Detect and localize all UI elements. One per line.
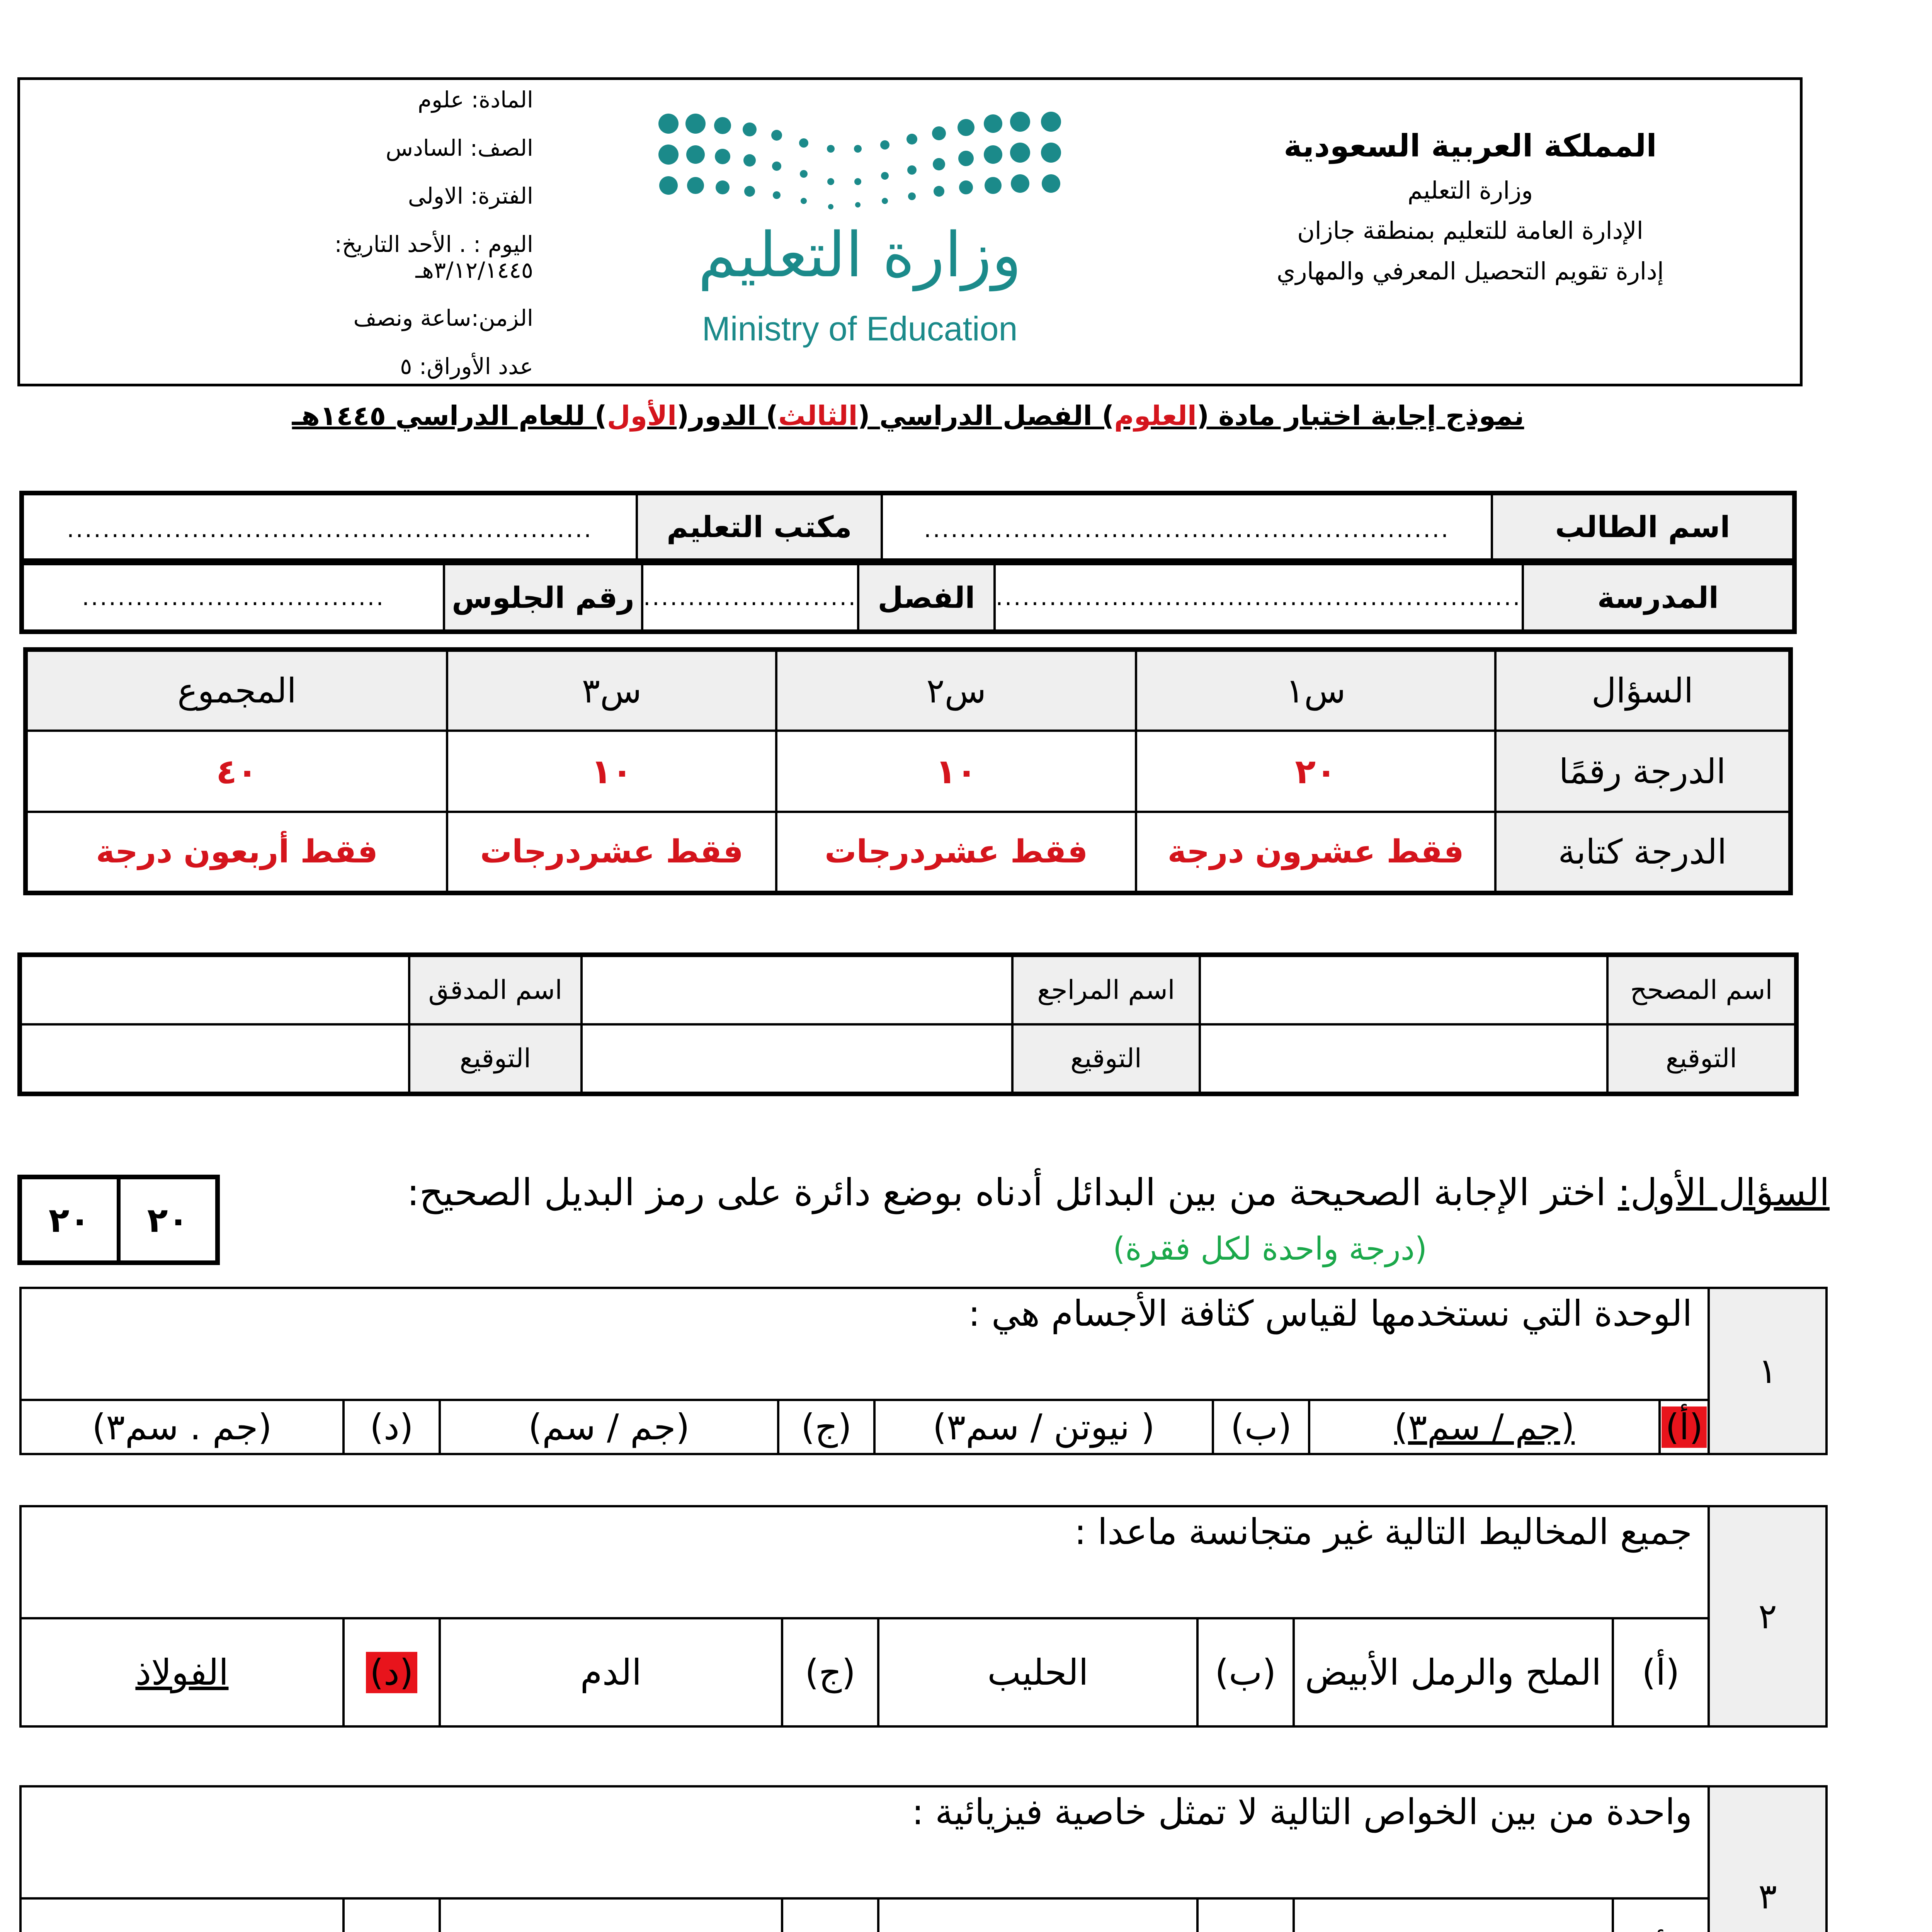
markers-table — [17, 952, 1799, 1096]
item-1-letter-a: (أ) — [1662, 1406, 1707, 1448]
item-3-option-b-letter[interactable] — [1197, 1898, 1294, 1932]
checker-signature-field[interactable] — [20, 1024, 409, 1094]
item-3-stem: واحدة من بين الخواص التالية لا تمثل خاصية فيزيائية : — [20, 1786, 1709, 1898]
seat-field[interactable] — [22, 564, 444, 632]
school-field[interactable] — [995, 564, 1523, 632]
corrector-field[interactable] — [1200, 955, 1607, 1024]
item-2-option-c-text: الدم — [580, 1651, 642, 1693]
period-line: الفترة: الاولى — [408, 183, 533, 209]
item-1-letter-d: (د) — [369, 1406, 413, 1448]
title-text-3: ) الدور( — [677, 400, 778, 432]
office-dots: ........................................................... — [66, 516, 593, 543]
reviewer-signature-field[interactable] — [582, 1024, 1012, 1094]
item-2-option-c[interactable] — [440, 1618, 782, 1726]
item-1-option-c-text: (جم / سم) — [528, 1406, 690, 1448]
item-1-option-d-text: (جم . سم٣) — [92, 1406, 272, 1448]
question1-score-earned: ٢٠ — [20, 1177, 119, 1263]
exam-title — [270, 400, 1546, 432]
checker-label: اسم المدقق — [409, 955, 582, 1024]
item-1-option-a-text: (جم / سم٣) — [1394, 1406, 1575, 1448]
item-2-option-b-letter[interactable] — [1197, 1618, 1294, 1726]
item-2-option-d-text: الفولاذ — [135, 1651, 229, 1693]
row-label-words: الدرجة كتابة — [1495, 812, 1791, 893]
item-3-option-c-letter[interactable] — [782, 1898, 878, 1932]
item-1-option-b-text: ( نيوتن / سم٣) — [932, 1406, 1155, 1448]
header-left-block — [294, 87, 533, 379]
grades-table — [23, 647, 1793, 895]
item-2-option-b[interactable] — [878, 1618, 1197, 1726]
question1-score-box — [17, 1175, 220, 1265]
item-2-option-a[interactable] — [1294, 1618, 1613, 1726]
grade-words-total: فقط أربعون درجة — [26, 812, 447, 893]
question1-score-max: ٢٠ — [119, 1177, 218, 1263]
header-right-block — [1258, 128, 1683, 286]
item-1-option-a-letter[interactable] — [1660, 1400, 1709, 1454]
item-3-number: ٣ — [1709, 1786, 1827, 1932]
corrector-signature-field[interactable] — [1200, 1024, 1607, 1094]
title-text-1: نموذج إجابة اختبار مادة ( — [1196, 400, 1524, 432]
item-2-letter-a: (أ) — [1642, 1651, 1680, 1693]
seat-label: رقم الجلوس — [444, 564, 642, 632]
reviewer-label: اسم المراجع — [1012, 955, 1200, 1024]
checker-field[interactable] — [20, 955, 409, 1024]
school-label: المدرسة — [1523, 564, 1794, 632]
item-2-option-a-text: الملح والرمل الأبيض — [1305, 1651, 1602, 1693]
item-1-number: ١ — [1709, 1288, 1827, 1454]
item-1-stem: الوحدة التي نستخدمها لقياس كثافة الأجسام هي : — [20, 1288, 1709, 1400]
item-2-option-a-letter[interactable] — [1613, 1618, 1709, 1726]
item-2-option-b-text: الحليب — [987, 1651, 1088, 1693]
title-round: الأول — [607, 400, 677, 432]
student-info-table — [19, 491, 1797, 563]
item-2-stem: جميع المخاليط التالية غير متجانسة ماعدا : — [20, 1506, 1709, 1618]
item-3-option-a[interactable] — [1294, 1898, 1613, 1932]
question1-title — [407, 1171, 1830, 1214]
school-dots: ........................................................... — [995, 584, 1522, 611]
item-2-option-c-letter[interactable] — [782, 1618, 878, 1726]
header-total: المجموع — [26, 650, 447, 731]
time-line: الزمن:ساعة ونصف — [353, 305, 533, 332]
question1-note: (درجة واحدة لكل فقرة) — [1113, 1231, 1427, 1267]
item-3-option-d[interactable] — [20, 1898, 344, 1932]
corrector-signature-label: التوقيع — [1607, 1024, 1796, 1094]
item-1-option-c[interactable] — [440, 1400, 778, 1454]
grade-number-q2: ١٠ — [776, 731, 1136, 812]
ministry-logo-english: Ministry of Education — [702, 310, 1018, 348]
checker-signature-label: التوقيع — [409, 1024, 582, 1094]
grade-line: الصف: السادس — [386, 134, 533, 161]
title-semester: الثالث — [778, 400, 858, 432]
ministry-logo-arabic: وزارة التعليم — [698, 219, 1022, 291]
question-item-2 — [19, 1505, 1828, 1728]
department-name: إدارة تقويم التحصيل المعرفي والمهاري — [1277, 257, 1664, 285]
item-3-option-b[interactable] — [878, 1898, 1197, 1932]
grade-number-q3: ١٠ — [447, 731, 776, 812]
ministry-logo-dots — [653, 108, 1070, 213]
item-2-number: ٢ — [1709, 1506, 1827, 1726]
row-label-question: السؤال — [1495, 650, 1791, 731]
grade-words-q2: فقط عشردرجات — [776, 812, 1136, 893]
header-q3: س٣ — [447, 650, 776, 731]
directorate-name: الإدارة العامة للتعليم بمنطقة جازان — [1297, 216, 1643, 245]
grade-number-total: ٤٠ — [26, 731, 447, 812]
student-name-label: اسم الطالب — [1492, 493, 1794, 561]
item-3-option-a-letter[interactable] — [1613, 1898, 1709, 1932]
office-label: مكتب التعليم — [637, 493, 882, 561]
question-item-1 — [19, 1287, 1828, 1455]
ministry-name: وزارة التعليم — [1407, 176, 1533, 204]
item-1-letter-b: (ب) — [1230, 1406, 1292, 1448]
grade-words-q1: فقط عشرون درجة — [1136, 812, 1495, 893]
class-label: الفصل — [858, 564, 994, 632]
title-text-2: ) الفصل الدراسي ( — [857, 400, 1114, 432]
reviewer-signature-label: التوقيع — [1012, 1024, 1200, 1094]
item-1-option-b[interactable] — [874, 1400, 1213, 1454]
item-3-option-c[interactable] — [440, 1898, 782, 1932]
item-1-option-d[interactable] — [20, 1400, 344, 1454]
student-info-table-row2 — [19, 563, 1797, 634]
student-name-dots: ........................................................... — [923, 516, 1450, 543]
class-dots: ........................ — [643, 584, 857, 611]
item-2-letter-d: (د) — [366, 1652, 417, 1693]
item-2-letter-b: (ب) — [1215, 1651, 1276, 1693]
seat-dots: .................................. — [82, 584, 385, 611]
corrector-label: اسم المصحح — [1607, 955, 1796, 1024]
question1-label: السؤال الأول: — [1618, 1171, 1830, 1214]
item-2-option-d-letter[interactable] — [344, 1618, 440, 1726]
item-1-option-d-letter[interactable] — [344, 1400, 440, 1454]
row-label-number: الدرجة رقمًا — [1495, 731, 1791, 812]
title-subject: العلوم — [1114, 400, 1197, 432]
office-field[interactable] — [22, 493, 637, 561]
item-1-option-a[interactable] — [1309, 1400, 1660, 1454]
sheets-line: عدد الأوراق: ٥ — [400, 353, 533, 380]
item-1-option-b-letter[interactable] — [1213, 1400, 1309, 1454]
class-field[interactable] — [642, 564, 859, 632]
reviewer-field[interactable] — [582, 955, 1012, 1024]
student-name-field[interactable] — [882, 493, 1492, 561]
item-2-letter-c: (ج) — [805, 1651, 856, 1693]
item-2-option-d[interactable] — [20, 1618, 344, 1726]
date-line: اليوم : . الأحد التاريخ: ٣/١٢/١٤٤٥هـ — [334, 231, 533, 283]
header-q1: س١ — [1136, 650, 1495, 731]
item-1-option-c-letter[interactable] — [778, 1400, 874, 1454]
kingdom-name: المملكة العربية السعودية — [1284, 128, 1657, 164]
item-3-option-d-letter[interactable] — [344, 1898, 440, 1932]
question1-instruction: اختر الإجابة الصحيحة من بين البدائل أدناه بوضع دائرة على رمز البديل الصحيح: — [407, 1171, 1618, 1214]
header-q2: س٢ — [776, 650, 1136, 731]
grade-words-q3: فقط عشردرجات — [447, 812, 776, 893]
question-item-3 — [19, 1785, 1828, 1932]
grade-number-q1: ٢٠ — [1136, 731, 1495, 812]
item-1-letter-c: (ج) — [801, 1406, 852, 1448]
title-text-4: ) للعام الدراسي ١٤٤٥هـ — [292, 400, 607, 432]
subject-line: المادة: علوم — [418, 87, 533, 113]
